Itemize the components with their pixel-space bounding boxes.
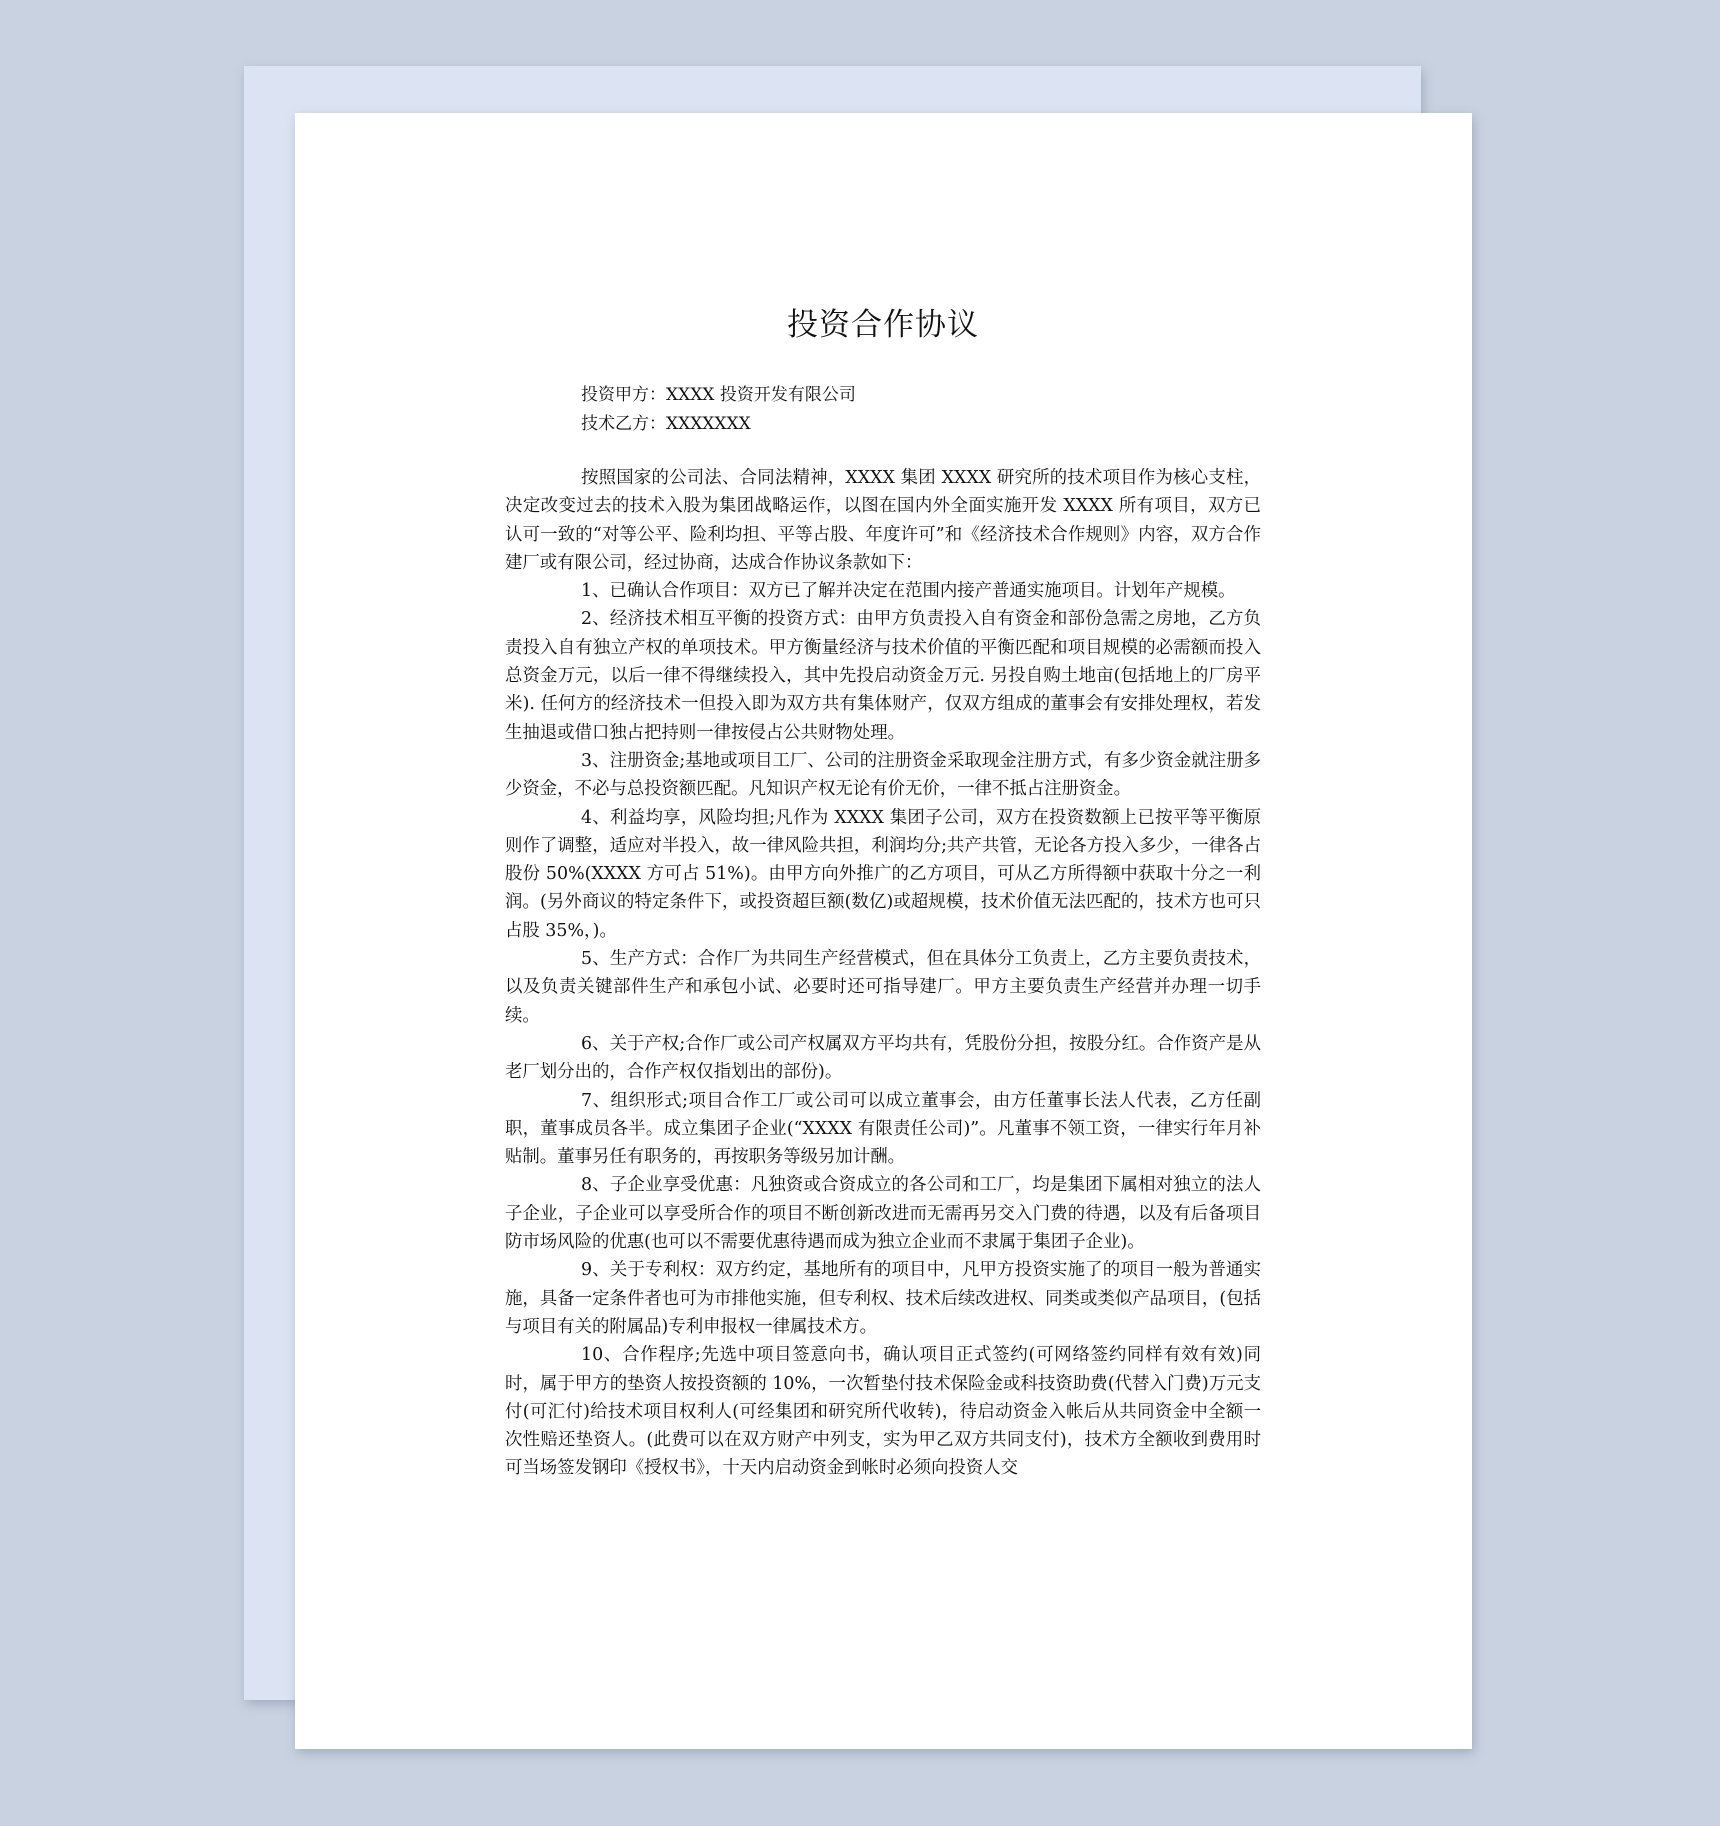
clause-1-cooperation-project: 1、已确认合作项目：双方已了解并决定在范围内接产普通实施项目。计划年产规模。: [581, 581, 1236, 602]
clause-6-property-rights: 6、关于产权;合作厂或公司产权属双方平均共有，凭股份分担，按股分红。合作资产是从老厂划分出的，合作产权仅指划出的部份)。: [505, 1033, 1261, 1083]
clause-7-organization: 7、组织形式;项目合作工厂或公司可以成立董事会，由方任董事长法人代表，乙方任副职，董事成员各半。成立集团子企业(“XXXX 有限责任公司)”。凡董事不领工资，一律实行年月补贴制。董事另任有职务的，再按职务等级另加计酬。: [505, 1090, 1261, 1168]
clause-2-investment-method: 2、经济技术相互平衡的投资方式：由甲方负责投入自有资金和部份急需之房地，乙方负责投入自有独立产权的单项技术。甲方衡量经济与技术价值的平衡匹配和项目规模的必需额而投入总资金万元，以后一律不得继续投入，其中先投启动资金万元. 另投自购土地亩(包括地上的厂房平米). 任何方的经济技术一但投入即为双方共有集体财产，仅双方组成的董事会有安排处理权，若发生抽退或借口独占把持则一律按侵占公共财物处理。: [505, 609, 1261, 743]
party-investor: 投资甲方：XXXX 投资开发有限公司: [581, 385, 856, 405]
front-page-sheet: [295, 113, 1472, 1749]
paragraph-preamble: 按照国家的公司法、合同法精神，XXXX 集团 XXXX 研究所的技术项目作为核心支柱，决定改变过去的技术入股为集团战略运作，以图在国内外全面实施开发 XXXX 所有项目，双方已认可一致的“对等公平、险利均担、平等占股、年度许可”和《经济技术合作规则》内容，双方合作建厂或有限公司，经过协商，达成合作协议条款如下：: [505, 468, 1261, 573]
document-title: 投资合作协议: [787, 307, 979, 343]
parties-block: [505, 381, 1261, 439]
clause-8-subsidiary-benefits: 8、子企业享受优惠：凡独资或合资成立的各公司和工厂，均是集团下属相对独立的法人子企业，子企业可以享受所合作的项目不断创新改进而无需再另交入门费的待遇，以及有后备项目防市场风险的优惠(也可以不需要优惠待遇而成为独立企业而不隶属于集团子企业)。: [505, 1175, 1261, 1253]
clause-9-patent-rights: 9、关于专利权：双方约定，基地所有的项目中，凡甲方投资实施了的项目一般为普通实施，具备一定条件者也可为市排他实施，但专利权、技术后续改进权、同类或类似产品项目，(包括与项目有关的附属品)专利申报权一律属技术方。: [505, 1260, 1261, 1337]
agreement-body: [505, 464, 1261, 1483]
party-technology: 技术乙方：XXXXXXX: [581, 414, 751, 434]
clause-4-profit-risk-sharing: 4、利益均享，风险均担;凡作为 XXXX 集团子公司，双方在投资数额上已按平等平衡原则作了调整，适应对半投入，故一律风险共担，利润均分;共产共管，无论各方投入多少，一律各占股份 50%(XXXX 方可占 51%)。由甲方向外推广的乙方项目，可从乙方所得额中获取十分之一利润。(另外商议的特定条件下，或投资超巨额(数亿)或超规模，技术价值无法匹配的，技术方也可只占股 35%，)。: [505, 807, 1261, 941]
clause-10-procedure: 10、合作程序;先选中项目签意向书，确认项目正式签约(可网络签约同样有效有效)同时，属于甲方的垫资人按投资额的 10%，一次暂垫付技术保险金或科技资助费(代替入门费)万元支付(可汇付)给技术项目权利人(可经集团和研究所代收转)，待启动资金入帐后从共同资金中全额一次性赔还垫资人。(此费可以在双方财产中列支，实为甲乙双方共同支付)，技术方全额收到费用时可当场签发钢印《授权书》，十天内启动资金到帐时必须向投资人交: [505, 1345, 1261, 1479]
clause-5-production-method: 5、生产方式：合作厂为共同生产经营模式，但在具体分工负责上，乙方主要负责技术，以及负责关键部件生产和承包小试、必要时还可指导建厂。甲方主要负责生产经营并办理一切手续。: [505, 949, 1261, 1026]
clause-3-registered-capital: 3、注册资金;基地或项目工厂、公司的注册资金采取现金注册方式，有多少资金就注册多少资金，不必与总投资额匹配。凡知识产权无论有价无价，一律不抵占注册资金。: [505, 750, 1261, 800]
